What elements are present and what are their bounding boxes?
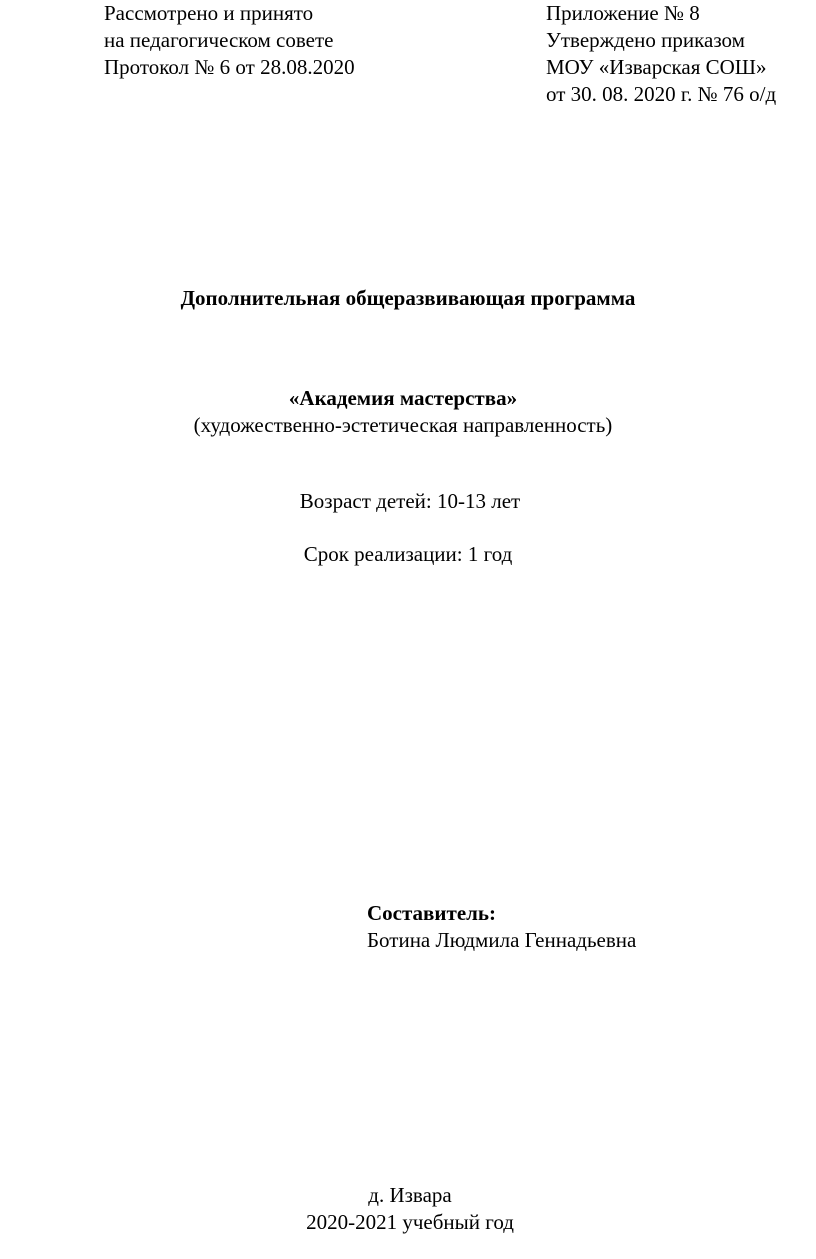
program-type-title: Дополнительная общеразвивающая программа	[180, 286, 636, 310]
school-name: МОУ «Изварская СОШ»	[546, 55, 767, 79]
order-date: от 30. 08. 2020 г. № 76 о/д	[546, 82, 777, 106]
approved-by-order: Утверждено приказом	[546, 28, 745, 52]
approval-line-2: на педагогическом совете	[104, 28, 334, 52]
children-age: Возраст детей: 10-13 лет	[299, 489, 521, 513]
order-block	[546, 0, 776, 108]
compiler-name: Ботина Людмила Геннадьевна	[367, 928, 637, 952]
approval-block	[104, 0, 355, 81]
compiler-block	[367, 900, 636, 954]
implementation-term: Срок реализации: 1 год	[303, 542, 513, 566]
place-name: д. Извара	[368, 1183, 452, 1207]
academic-year: 2020-2021 учебный год	[306, 1210, 514, 1234]
approval-line-1: Рассмотрено и принято	[104, 1, 314, 25]
appendix-number: Приложение № 8	[546, 1, 700, 25]
approval-protocol: Протокол № 6 от 28.08.2020	[104, 55, 355, 79]
program-direction: (художественно-эстетическая направленность)	[193, 413, 613, 437]
compiler-label: Составитель:	[367, 901, 497, 925]
program-name: «Академия мастерства»	[288, 386, 518, 410]
